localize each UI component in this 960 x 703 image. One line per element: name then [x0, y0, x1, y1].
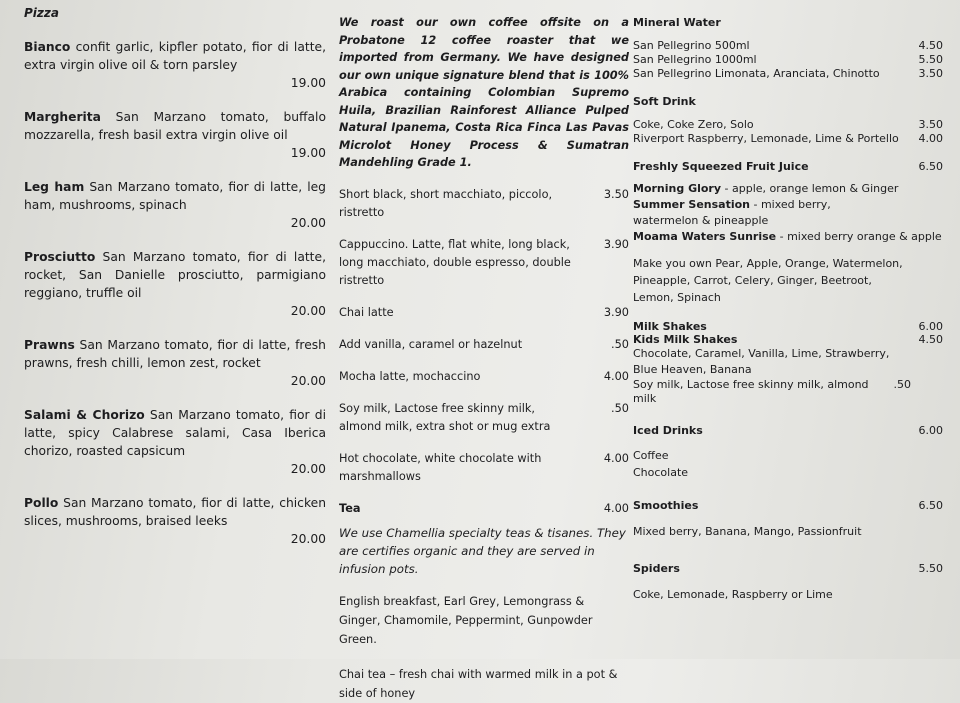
- mineral-item-price: 5.50: [918, 53, 943, 66]
- pizza-name: Pollo: [24, 496, 59, 510]
- spiders-heading: [633, 562, 943, 575]
- coffee-item-price: 4.00: [603, 451, 629, 465]
- pizza-desc: San Marzano tomato, fior di latte, spicy Calabrese salami, Casa Iberica chorizo, roasted capsicum: [24, 408, 326, 458]
- shakes-heading: [633, 320, 943, 333]
- pizza-price: 20.00: [290, 462, 326, 476]
- mineral-title: Mineral Water: [633, 16, 721, 29]
- pizza-item: [24, 406, 326, 478]
- pizza-price: 20.00: [290, 532, 326, 546]
- pizza-item: [24, 108, 326, 162]
- juice-item: [633, 197, 888, 229]
- tea-title: Tea: [339, 501, 361, 515]
- spiders-text: Coke, Lemonade, Raspberry or Lime: [633, 588, 833, 601]
- iced-item: Chocolate: [633, 466, 689, 479]
- spiders-price: 5.50: [918, 562, 943, 575]
- pizza-name: Leg ham: [24, 180, 85, 194]
- tea-heading: [339, 500, 629, 518]
- soft-item: [633, 118, 943, 132]
- pizza-name: Salami & Chorizo: [24, 408, 145, 422]
- pizza-item: [24, 178, 326, 232]
- soft-title: Soft Drink: [633, 95, 696, 108]
- juice-name: Morning Glory: [633, 182, 722, 195]
- tea-list: English breakfast, Earl Grey, Lemongrass & Ginger, Chamomile, Peppermint, Gunpowder Green.: [339, 594, 593, 646]
- coffee-item-text: Cappuccino. Latte, flat white, long black, long macchiato, double espresso, double ristretto: [339, 237, 571, 287]
- mineral-item: [633, 53, 943, 67]
- mineral-item-price: 4.50: [918, 39, 943, 52]
- juice-item: [633, 229, 943, 245]
- mineral-item: [633, 39, 943, 53]
- shakes-flavours: Chocolate, Caramel, Vanilla, Lime, Strawberry, Blue Heaven, Banana: [633, 347, 890, 376]
- shakes-title: Milk Shakes: [633, 320, 707, 333]
- mineral-item-text: San Pellegrino Limonata, Aranciata, Chinotto: [633, 67, 880, 80]
- coffee-item-text: Add vanilla, caramel or hazelnut: [339, 337, 523, 351]
- pizza-desc: San Marzano tomato, fior di latte, chicken slices, mushrooms, braised leeks: [24, 496, 326, 528]
- pizza-name: Margherita: [24, 110, 101, 124]
- soft-item-text: Coke, Coke Zero, Solo: [633, 118, 754, 131]
- pizza-price: 19.00: [290, 146, 326, 160]
- pizza-price: 20.00: [290, 216, 326, 230]
- pizza-section: [24, 6, 326, 564]
- shakes-extra-text: Soy milk, Lactose free skinny milk, almond milk: [633, 378, 869, 405]
- soft-heading: [633, 95, 943, 108]
- pizza-name: Prosciutto: [24, 250, 96, 264]
- coffee-item: [339, 450, 629, 486]
- coffee-item-price: .50: [611, 337, 629, 351]
- coffee-item-price: 4.00: [603, 369, 629, 383]
- mineral-item-text: San Pellegrino 1000ml: [633, 53, 757, 66]
- soft-item-text: Riverport Raspberry, Lemonade, Lime & Portello: [633, 132, 899, 145]
- coffee-item: [339, 236, 629, 290]
- juice-heading: [633, 160, 943, 173]
- pizza-name: Prawns: [24, 338, 75, 352]
- smoothies-title: Smoothies: [633, 499, 699, 512]
- smoothies-text: Mixed berry, Banana, Mango, Passionfruit: [633, 525, 862, 538]
- juice-name: Moama Waters Sunrise: [633, 230, 777, 243]
- soft-item: [633, 132, 943, 146]
- pizza-name: Bianco: [24, 40, 71, 54]
- pizza-item: [24, 336, 326, 390]
- tea-price: 4.00: [603, 501, 629, 515]
- pizza-desc: confit garlic, kipfler potato, fior di latte, extra virgin olive oil & torn parsley: [24, 40, 326, 72]
- pizza-desc: San Marzano tomato, fior di latte, leg ham, mushrooms, spinach: [24, 180, 326, 212]
- pizza-desc: San Marzano tomato, fior di latte, fresh prawns, fresh chilli, lemon zest, rocket: [24, 338, 326, 370]
- juice-name: Summer Sensation: [633, 198, 750, 211]
- pizza-price: 20.00: [290, 304, 326, 318]
- mineral-item-text: San Pellegrino 500ml: [633, 39, 750, 52]
- coffee-item: [339, 400, 629, 436]
- coffee-item: [339, 304, 629, 322]
- mineral-heading: [633, 16, 943, 29]
- pizza-desc: San Marzano tomato, fior di latte, rocket, San Danielle prosciutto, parmigiano reggiano, truffle oil: [24, 250, 326, 300]
- coffee-item-text: Soy milk, Lactose free skinny milk, almond milk, extra shot or mug extra: [339, 401, 551, 433]
- coffee-item-price: .50: [611, 401, 629, 415]
- coffee-item-price: 3.90: [603, 237, 629, 251]
- juice-desc: - mixed berry, watermelon & pineapple: [633, 198, 831, 227]
- soft-item-price: 3.50: [918, 118, 943, 131]
- chai-tea: Chai tea – fresh chai with warmed milk in a pot & side of honey: [339, 667, 618, 700]
- juice-title: Freshly Squeezed Fruit Juice: [633, 160, 809, 173]
- shakes-price: 6.00: [918, 320, 943, 333]
- tea-note: We use Chamellia specialty teas & tisanes. They are certifies organic and they are served in infusion pots.: [339, 525, 626, 576]
- pizza-item: [24, 494, 326, 548]
- mineral-item-price: 3.50: [918, 67, 943, 80]
- coffee-item: [339, 368, 629, 386]
- drinks-section: [633, 16, 943, 603]
- pizza-price: 19.00: [290, 76, 326, 90]
- juice-price: 6.50: [918, 160, 943, 173]
- iced-heading: [633, 424, 943, 437]
- iced-price: 6.00: [918, 424, 943, 437]
- coffee-item-text: Hot chocolate, white chocolate with marshmallows: [339, 451, 542, 483]
- smoothies-heading: [633, 499, 943, 512]
- juice-item: [633, 181, 943, 197]
- shakes-extra-price: .50: [893, 378, 911, 391]
- coffee-item: [339, 186, 629, 222]
- coffee-item-text: Short black, short macchiato, piccolo, ristretto: [339, 187, 553, 219]
- spiders-title: Spiders: [633, 562, 680, 575]
- juice-desc: - apple, orange lemon & Ginger: [721, 182, 899, 195]
- pizza-desc: San Marzano tomato, buffalo mozzarella, fresh basil extra virgin olive oil: [24, 110, 326, 142]
- pizza-item: [24, 248, 326, 320]
- iced-title: Iced Drinks: [633, 424, 703, 437]
- iced-item: Coffee: [633, 449, 669, 462]
- coffee-item-text: Mocha latte, mochaccino: [339, 369, 481, 383]
- soft-item-price: 4.00: [918, 132, 943, 145]
- smoothies-price: 6.50: [918, 499, 943, 512]
- coffee-item-price: 3.50: [603, 187, 629, 201]
- shakes-extra: [633, 378, 911, 406]
- pizza-item: [24, 38, 326, 92]
- juice-own: Make you own Pear, Apple, Orange, Watermelon, Pineapple, Carrot, Celery, Ginger, Beetroot, Lemon, Spinach: [633, 257, 903, 304]
- coffee-section: [339, 14, 629, 703]
- coffee-item-price: 3.90: [603, 305, 629, 319]
- kids-shakes-heading: [633, 333, 943, 346]
- mineral-item: [633, 67, 943, 81]
- pizza-price: 20.00: [290, 374, 326, 388]
- kids-shakes-title: Kids Milk Shakes: [633, 333, 738, 346]
- pizza-title: Pizza: [24, 6, 59, 20]
- kids-shakes-price: 4.50: [918, 333, 943, 346]
- coffee-item-text: Chai latte: [339, 305, 394, 319]
- coffee-item: [339, 336, 629, 354]
- juice-desc: - mixed berry orange & apple: [776, 230, 942, 243]
- coffee-intro: We roast our own coffee offsite on a Probatone 12 coffee roaster that we imported from Germany. We have designed our own unique signature blend that is 100% Arabica containing Colombian Supremo Huila, Brazilian Rainforest Alliance Pulped Natural Ipanema, Costa Rica Finca Las Pavas Microlot Honey Process & Sumatran Mandehling Grade 1.: [339, 16, 629, 169]
